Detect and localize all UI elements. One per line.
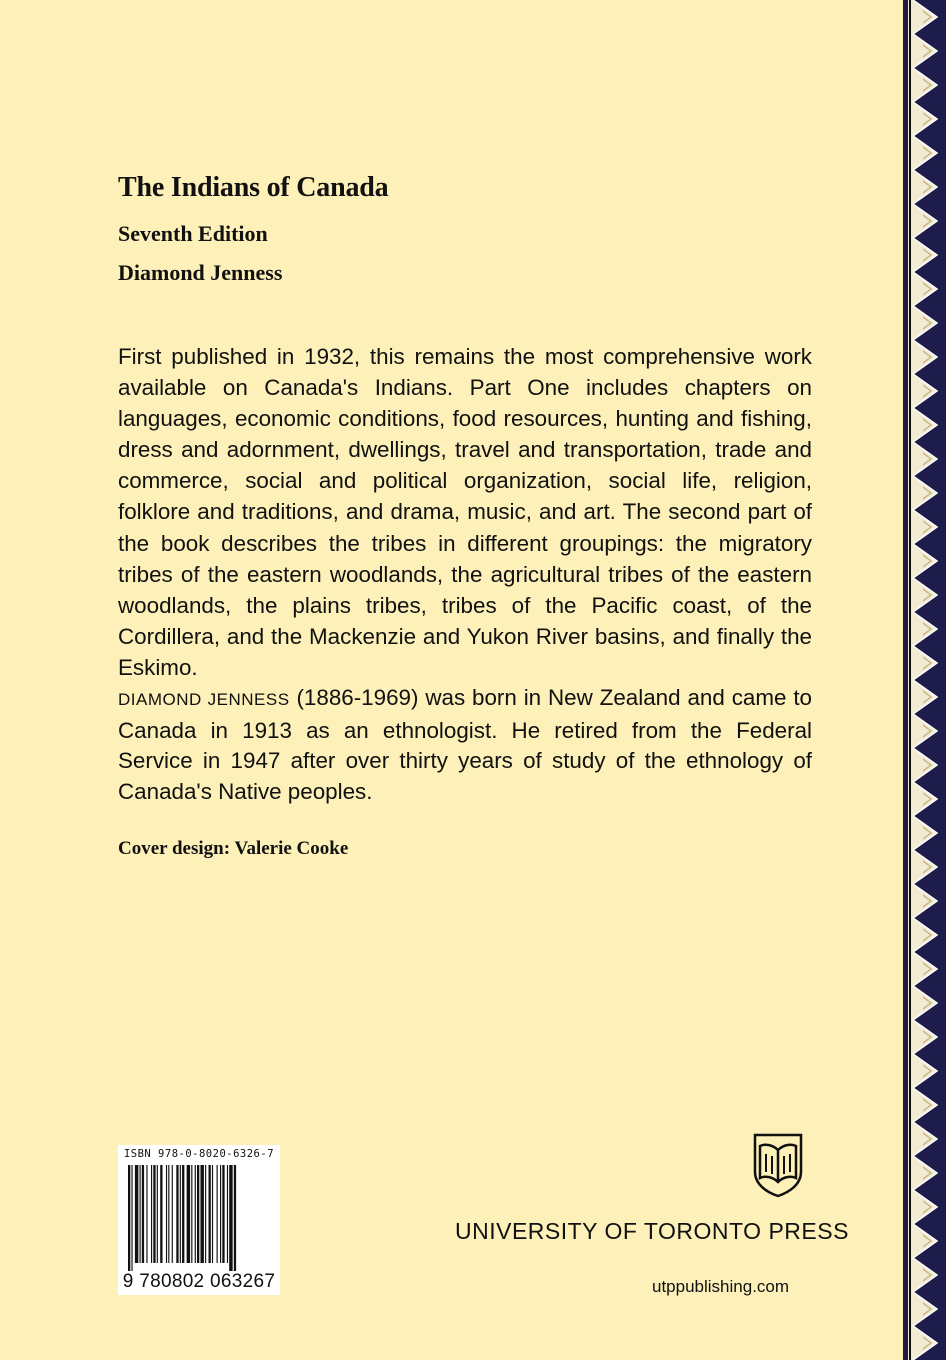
book-edition: Seventh Edition bbox=[118, 221, 268, 246]
isbn-label: ISBN 978-0-8020-6326-7 bbox=[123, 1148, 275, 1160]
book-author: Diamond Jenness bbox=[118, 260, 283, 285]
barcode-icon bbox=[118, 1165, 280, 1271]
author-bio bbox=[118, 683, 812, 807]
publisher-name: UNIVERSITY OF TORONTO PRESS bbox=[455, 1218, 849, 1244]
decorative-border bbox=[903, 0, 946, 1360]
author-bio-name: DIAMOND JENNESS bbox=[118, 690, 290, 709]
book-description: First published in 1932, this remains the most comprehensive work available on Canada's Indians. Part One includes chapters on languages, economic conditions, food resources, hunting and fishing, dress and adornment, dwellings, travel and transportation, trade and commerce, social and political organization, social life, religion, folklore and traditions, and drama, music, and art. The second part of the book describes the tribes in different groupings: the migratory tribes of the eastern woodlands, the agricultural tribes of the eastern woodlands, the plains tribes, tribes of the Pacific coast, of the Cordillera, and the Mackenzie and Yukon River basins, and finally the Eskimo. bbox=[118, 344, 812, 680]
book-title: The Indians of Canada bbox=[118, 172, 389, 203]
author-bio-text: (1886-1969) was born in New Zealand and came to Canada in 1913 as an ethnologist. He retired from the Federal Service in 1947 after over thirty years of study of the ethnology of Canada's Native peoples. bbox=[118, 685, 812, 804]
cover-design-credit: Cover design: Valerie Cooke bbox=[118, 838, 349, 859]
publisher-website: utppublishing.com bbox=[652, 1277, 790, 1296]
barcode bbox=[118, 1145, 280, 1295]
book-shield-icon bbox=[752, 1132, 804, 1198]
barcode-digits: 9 780802 063267 bbox=[122, 1271, 276, 1292]
